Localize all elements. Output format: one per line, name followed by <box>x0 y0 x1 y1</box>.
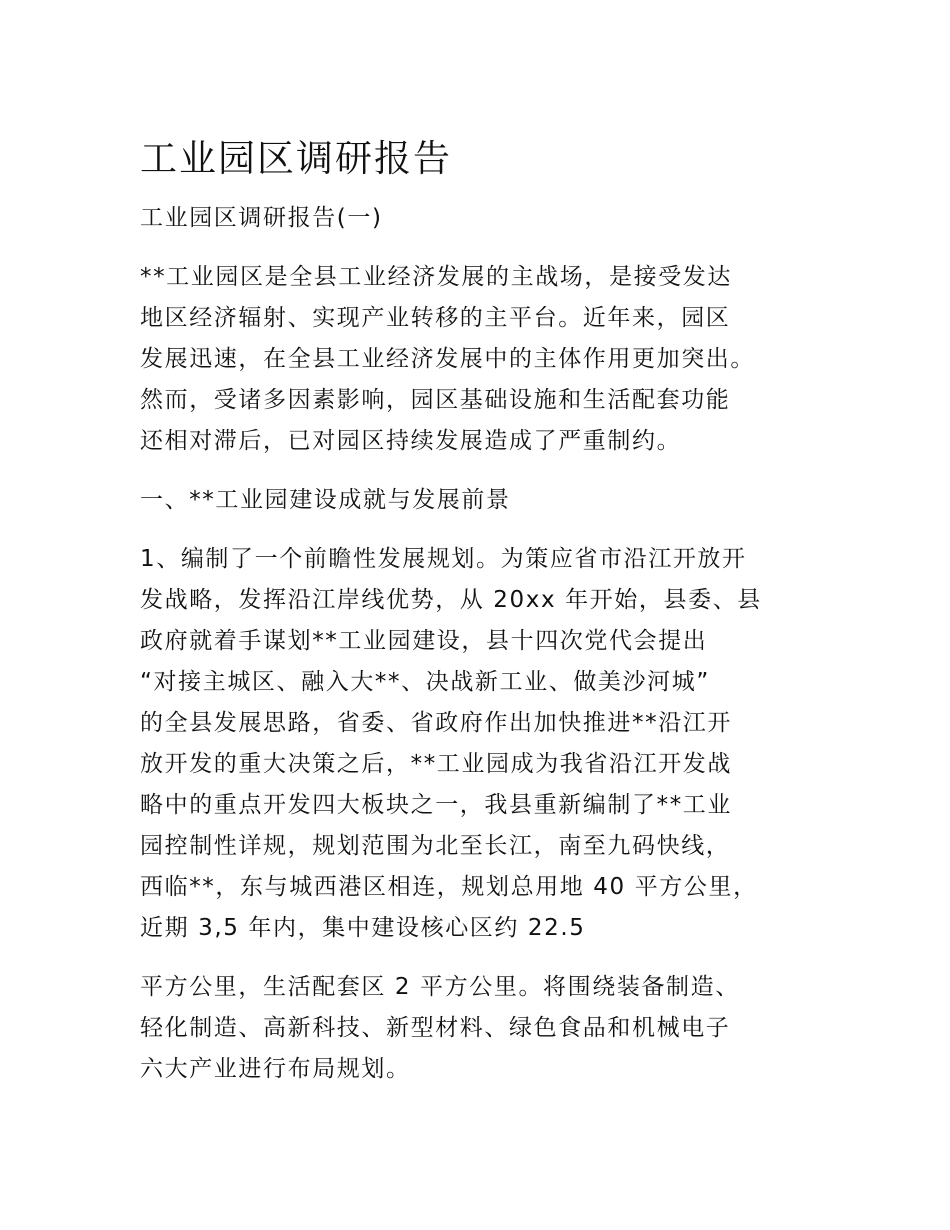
text-line: 政府就着手谋划**工业园建设，县十四次党代会提出 <box>140 628 708 654</box>
text-line: 还相对滞后，已对园区持续发展造成了严重制约。 <box>140 428 682 454</box>
text-line: 发展迅速，在全县工业经济发展中的主体作用更加突出。 <box>140 346 755 372</box>
text-line: “对接主城区、融入大**、决战新工业、做美沙河城” <box>140 669 710 695</box>
text-line: 平方公里，生活配套区 2 平方公里。将围绕装备制造、 <box>140 974 740 1000</box>
document-subtitle: 工业园区调研报告(一) <box>140 205 383 231</box>
text-line: 放开发的重大决策之后，**工业园成为我省沿江开发战 <box>140 751 732 777</box>
document-title: 工业园区调研报告 <box>140 137 452 180</box>
text-line: 地区经济辐射、实现产业转移的主平台。近年来，园区 <box>140 305 731 331</box>
text-line: 略中的重点开发四大板块之一，我县重新编制了**工业 <box>140 792 732 818</box>
text-line: 近期 3,5 年内，集中建设核心区约 22.5 <box>140 915 586 941</box>
text-line: 1、编制了一个前瞻性发展规划。为策应省市沿江开放开 <box>140 546 747 572</box>
text-line: 西临**，东与城西港区相连，规划总用地 40 平方公里， <box>140 874 758 900</box>
text-line: 发战略，发挥沿江岸线优势，从 20xx 年开始，县委、县 <box>140 587 762 613</box>
section-heading: 一、**工业园建设成就与发展前景 <box>140 487 511 513</box>
text-line: 园控制性详规，规划范围为北至长江，南至九码快线， <box>140 833 731 859</box>
text-line: 然而，受诸多因素影响，园区基础设施和生活配套功能 <box>140 387 731 413</box>
text-line: 的全县发展思路，省委、省政府作出加快推进**沿江开 <box>140 710 732 736</box>
text-line: 轻化制造、高新科技、新型材料、绿色食品和机械电子 <box>140 1015 731 1041</box>
text-line: **工业园区是全县工业经济发展的主战场，是接受发达 <box>140 264 732 290</box>
text-line: 六大产业进行布局规划。 <box>140 1056 411 1082</box>
